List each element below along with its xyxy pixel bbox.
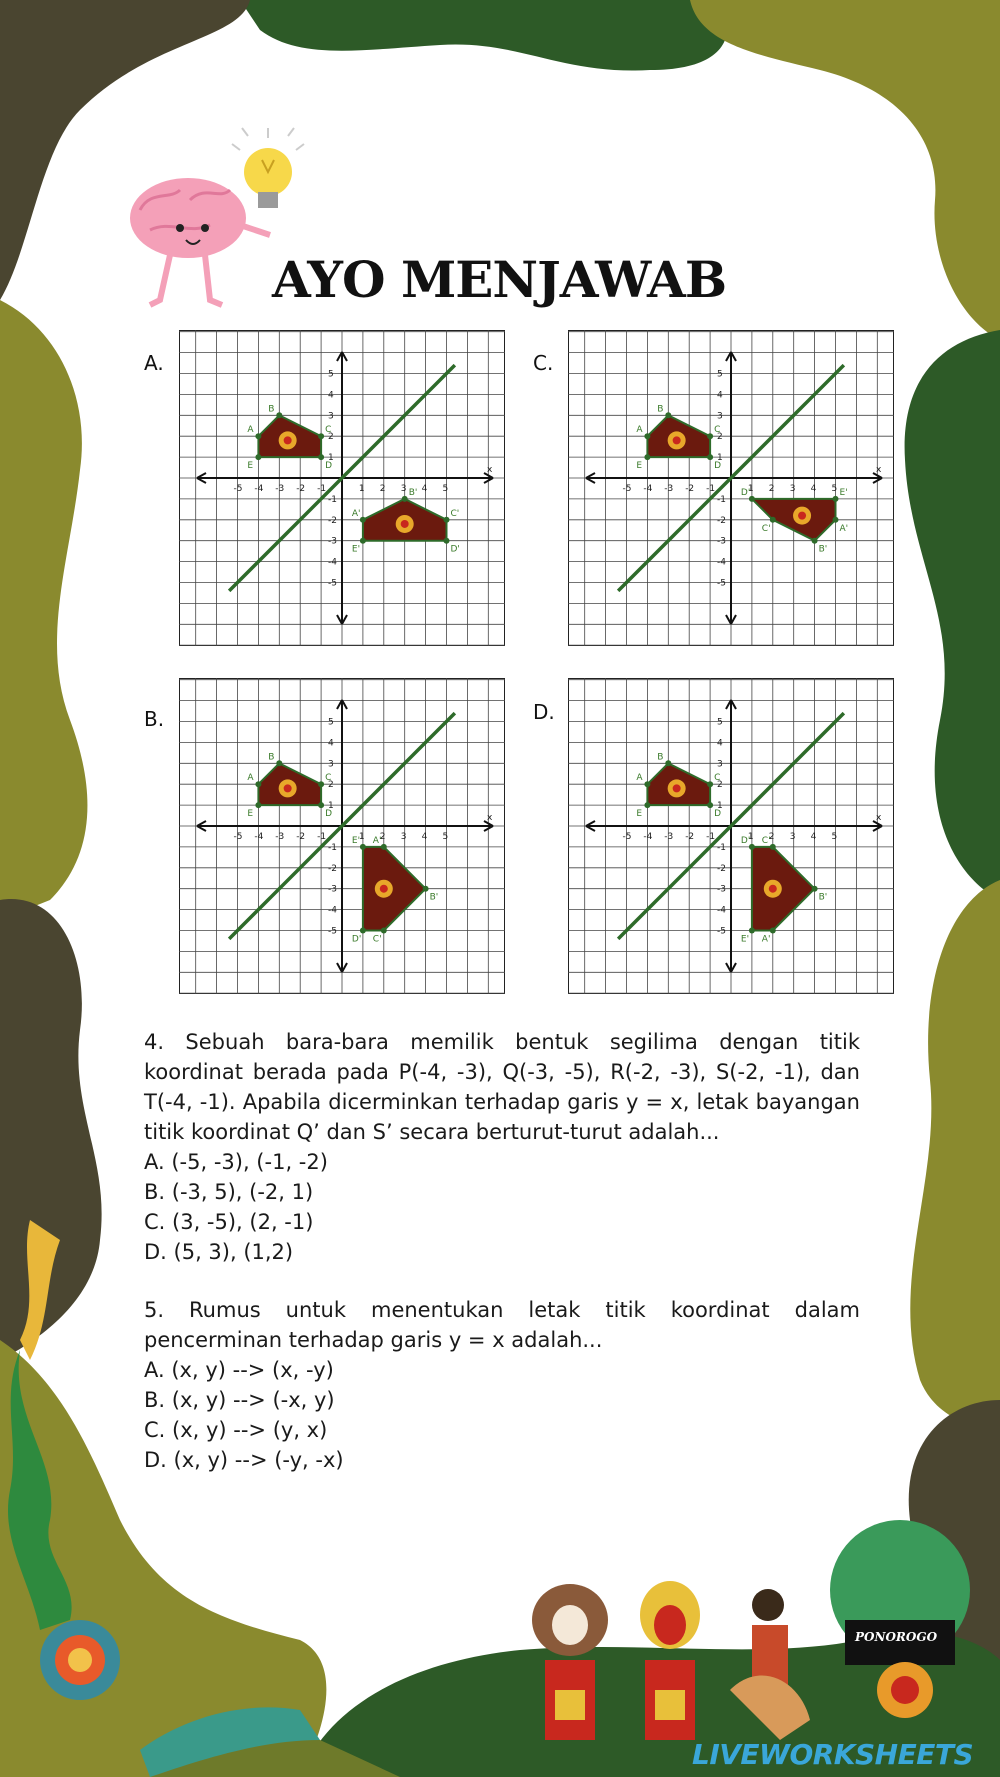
x-tick-label: -3 bbox=[664, 484, 674, 494]
vertex-label: E' bbox=[351, 544, 361, 555]
x-tick-label: 2 bbox=[379, 484, 386, 494]
y-tick-label: 4 bbox=[328, 390, 334, 401]
x-tick-label: 5 bbox=[831, 484, 838, 494]
y-tick-label: -3 bbox=[717, 884, 726, 895]
x-tick-label: 3 bbox=[789, 484, 796, 494]
vertex-Ap bbox=[360, 517, 366, 523]
y-tick-label: -1 bbox=[328, 494, 337, 505]
vertex-Ep bbox=[833, 496, 839, 502]
ponorogo-sign-text: PONOROGO bbox=[855, 1630, 938, 1644]
vertex-Ep bbox=[360, 844, 366, 850]
y-tick-label: -4 bbox=[328, 557, 337, 568]
vertex-B bbox=[276, 760, 282, 766]
x-tick-label: -5 bbox=[622, 832, 632, 842]
vertex-label: D bbox=[325, 461, 333, 472]
original-pentagon-ornament-center bbox=[284, 436, 292, 444]
y-tick-label: 5 bbox=[717, 369, 723, 380]
liveworksheets-logo[interactable]: LIVEWORKSHEETS bbox=[692, 1738, 974, 1771]
x-tick-label: 2 bbox=[379, 832, 386, 842]
x-tick-label: -5 bbox=[233, 832, 243, 842]
x-tick-label: -1 bbox=[706, 484, 716, 494]
x-tick-label: -4 bbox=[643, 832, 653, 842]
vertex-label: D' bbox=[740, 835, 751, 846]
vertex-A bbox=[255, 781, 261, 787]
x-tick-label: -4 bbox=[254, 832, 264, 842]
y-tick-label: -4 bbox=[717, 557, 726, 568]
x-tick-label: 4 bbox=[421, 484, 428, 494]
y-tick-label: -2 bbox=[717, 863, 726, 874]
image-pentagon-ornament-center bbox=[769, 885, 777, 893]
vertex-label: E bbox=[636, 461, 643, 472]
y-tick-label: -2 bbox=[328, 515, 337, 526]
vertex-E bbox=[644, 454, 650, 460]
vertex-B bbox=[276, 412, 282, 418]
vertex-label: E bbox=[247, 809, 254, 820]
y-tick-label: -2 bbox=[717, 515, 726, 526]
x-axis-label: x bbox=[876, 465, 882, 475]
vertex-Ap bbox=[833, 517, 839, 523]
vertex-label: B' bbox=[429, 892, 439, 903]
vertex-label: A bbox=[636, 425, 643, 436]
x-tick-label: 5 bbox=[442, 832, 449, 842]
dancers-illustration bbox=[532, 1581, 810, 1740]
y-tick-label: -3 bbox=[328, 536, 337, 547]
y-tick-label: -5 bbox=[328, 926, 337, 937]
x-tick-label: -2 bbox=[685, 484, 695, 494]
vertex-label: B bbox=[657, 752, 664, 763]
coordinate-grid bbox=[179, 678, 505, 994]
vertex-label: D' bbox=[740, 487, 751, 498]
y-tick-label: 3 bbox=[328, 759, 334, 770]
graph-option-c[interactable] bbox=[568, 330, 894, 650]
x-tick-label: 3 bbox=[400, 484, 407, 494]
y-tick-label: -1 bbox=[717, 494, 726, 505]
option-label-d: D. bbox=[533, 700, 555, 724]
vertex-E bbox=[255, 802, 261, 808]
x-tick-label: 4 bbox=[421, 832, 428, 842]
vertex-label: E' bbox=[740, 934, 750, 945]
y-tick-label: 4 bbox=[717, 738, 723, 749]
x-tick-label: -2 bbox=[296, 484, 306, 494]
y-tick-label: 2 bbox=[717, 780, 723, 791]
y-tick-label: -5 bbox=[717, 926, 726, 937]
vertex-label: C bbox=[325, 425, 332, 436]
x-axis-label: x bbox=[487, 813, 493, 823]
x-tick-label: -1 bbox=[706, 832, 716, 842]
y-tick-label: -2 bbox=[328, 863, 337, 874]
y-tick-label: 4 bbox=[717, 390, 723, 401]
x-tick-label: 2 bbox=[768, 832, 775, 842]
vertex-label: B bbox=[268, 752, 275, 763]
vertex-label: E bbox=[636, 809, 643, 820]
vertex-label: D bbox=[325, 809, 333, 820]
vertex-Bp bbox=[812, 538, 818, 544]
question-5-choice-d[interactable]: D. (x, y) --> (-y, -x) bbox=[144, 1448, 344, 1472]
vertex-label: A' bbox=[372, 835, 382, 846]
vertex-D bbox=[318, 802, 324, 808]
y-tick-label: 2 bbox=[328, 432, 334, 443]
vertex-Ep bbox=[360, 538, 366, 544]
option-label-b: B. bbox=[144, 707, 165, 731]
vertex-label: A bbox=[247, 425, 254, 436]
vertex-label: A bbox=[247, 773, 254, 784]
x-tick-label: -4 bbox=[254, 484, 264, 494]
x-tick-label: 1 bbox=[747, 832, 754, 842]
image-pentagon-ornament-center bbox=[401, 520, 409, 528]
vertex-C bbox=[707, 781, 713, 787]
vertex-label: D' bbox=[450, 544, 460, 555]
x-tick-label: -5 bbox=[233, 484, 243, 494]
vertex-label: C' bbox=[450, 508, 460, 519]
graph-option-d[interactable] bbox=[568, 678, 894, 998]
vertex-label: D bbox=[714, 461, 722, 472]
vertex-Cp bbox=[770, 844, 776, 850]
x-tick-label: -2 bbox=[685, 832, 695, 842]
vertex-C bbox=[318, 433, 324, 439]
question-5 bbox=[144, 1295, 860, 1475]
vertex-Dp bbox=[360, 928, 366, 934]
original-pentagon-ornament-center bbox=[673, 436, 681, 444]
vertex-label: B' bbox=[818, 892, 828, 903]
vertex-Bp bbox=[812, 886, 818, 892]
x-tick-label: -1 bbox=[317, 484, 327, 494]
vertex-label: B' bbox=[818, 544, 828, 555]
x-tick-label: -3 bbox=[275, 484, 285, 494]
vertex-C bbox=[707, 433, 713, 439]
original-pentagon-ornament-center bbox=[284, 784, 292, 792]
vertex-Cp bbox=[381, 928, 387, 934]
vertex-A bbox=[644, 781, 650, 787]
vertex-label: C bbox=[714, 425, 721, 436]
x-tick-label: 2 bbox=[768, 484, 775, 494]
x-tick-label: 1 bbox=[358, 484, 365, 494]
vertex-B bbox=[665, 412, 671, 418]
vertex-D bbox=[707, 454, 713, 460]
y-tick-label: 5 bbox=[717, 717, 723, 728]
graph-option-b[interactable] bbox=[179, 678, 505, 998]
vertex-Ep bbox=[749, 928, 755, 934]
image-pentagon-ornament-center bbox=[380, 885, 388, 893]
y-tick-label: -3 bbox=[328, 884, 337, 895]
vertex-Cp bbox=[770, 517, 776, 523]
y-tick-label: -1 bbox=[328, 842, 337, 853]
vertex-label: A' bbox=[839, 523, 849, 534]
y-tick-label: 3 bbox=[717, 411, 723, 422]
question-4-choice-a[interactable]: A. (-5, -3), (-1, -2) bbox=[144, 1150, 328, 1174]
vertex-label: C' bbox=[761, 523, 771, 534]
y-tick-label: -1 bbox=[717, 842, 726, 853]
vertex-Cp bbox=[444, 517, 450, 523]
x-axis-label: x bbox=[876, 813, 882, 823]
y-tick-label: 1 bbox=[717, 801, 723, 812]
coordinate-grid bbox=[568, 330, 894, 646]
image-pentagon-ornament-center bbox=[798, 512, 806, 520]
vertex-label: D bbox=[714, 809, 722, 820]
vertex-Bp bbox=[423, 886, 429, 892]
vertex-Dp bbox=[444, 538, 450, 544]
y-tick-label: 1 bbox=[717, 453, 723, 464]
x-tick-label: 5 bbox=[442, 484, 449, 494]
question-4-choice-d[interactable]: D. (5, 3), (1,2) bbox=[144, 1240, 294, 1264]
vertex-label: C bbox=[714, 773, 721, 784]
question-5-text: 5. Rumus untuk menentukan letak titik koordinat dalam pencerminan terhadap garis y = x adalah... bbox=[144, 1298, 860, 1352]
x-tick-label: 4 bbox=[810, 832, 817, 842]
vertex-D bbox=[318, 454, 324, 460]
vertex-Ap bbox=[770, 928, 776, 934]
option-label-a: A. bbox=[144, 351, 164, 375]
x-tick-label: -5 bbox=[622, 484, 632, 494]
vertex-label: B' bbox=[408, 487, 418, 498]
x-tick-label: -4 bbox=[643, 484, 653, 494]
vertex-label: D' bbox=[351, 934, 362, 945]
original-pentagon-ornament-center bbox=[673, 784, 681, 792]
y-tick-label: -4 bbox=[328, 905, 337, 916]
x-tick-label: -2 bbox=[296, 832, 306, 842]
page-title: AYO MENJAWAB bbox=[272, 250, 727, 309]
y-tick-label: 1 bbox=[328, 453, 334, 464]
y-tick-label: -5 bbox=[717, 578, 726, 589]
vertex-B bbox=[665, 760, 671, 766]
vertex-label: C' bbox=[372, 934, 382, 945]
y-tick-label: 3 bbox=[717, 759, 723, 770]
y-tick-label: -5 bbox=[328, 578, 337, 589]
vertex-label: B bbox=[657, 404, 664, 415]
graph-option-a[interactable] bbox=[179, 330, 505, 650]
vertex-A bbox=[255, 433, 261, 439]
x-tick-label: 3 bbox=[789, 832, 796, 842]
coordinate-grid bbox=[179, 330, 505, 646]
y-tick-label: 2 bbox=[328, 780, 334, 791]
vertex-label: A bbox=[636, 773, 643, 784]
question-5-choice-a[interactable]: A. (x, y) --> (x, -y) bbox=[144, 1358, 334, 1382]
vertex-D bbox=[707, 802, 713, 808]
y-tick-label: -3 bbox=[717, 536, 726, 547]
question-4-choice-c[interactable]: C. (3, -5), (2, -1) bbox=[144, 1210, 314, 1234]
x-tick-label: 5 bbox=[831, 832, 838, 842]
y-tick-label: 1 bbox=[328, 801, 334, 812]
y-tick-label: 3 bbox=[328, 411, 334, 422]
vertex-Ap bbox=[381, 844, 387, 850]
vertex-A bbox=[644, 433, 650, 439]
vertex-E bbox=[644, 802, 650, 808]
vertex-label: A' bbox=[351, 508, 361, 519]
x-axis-label: x bbox=[487, 465, 493, 475]
vertex-label: B bbox=[268, 404, 275, 415]
vertex-label: A' bbox=[761, 934, 771, 945]
x-tick-label: 4 bbox=[810, 484, 817, 494]
vertex-label: C' bbox=[761, 835, 771, 846]
question-5-choice-b[interactable]: B. (x, y) --> (-x, y) bbox=[144, 1388, 335, 1412]
x-tick-label: -3 bbox=[275, 832, 285, 842]
vertex-label: E bbox=[247, 461, 254, 472]
y-tick-label: -4 bbox=[717, 905, 726, 916]
coordinate-grid bbox=[568, 678, 894, 994]
x-tick-label: 3 bbox=[400, 832, 407, 842]
vertex-label: E' bbox=[351, 835, 361, 846]
x-tick-label: -1 bbox=[317, 832, 327, 842]
question-4 bbox=[144, 1027, 860, 1267]
y-tick-label: 2 bbox=[717, 432, 723, 443]
vertex-Bp bbox=[402, 496, 408, 502]
vertex-label: C bbox=[325, 773, 332, 784]
option-label-c: C. bbox=[533, 351, 554, 375]
vertex-C bbox=[318, 781, 324, 787]
question-4-text: 4. Sebuah bara-bara memilik bentuk segilima dengan titik koordinat berada pada P(-4, -3), Q(-3, -5), R(-2, -3), S(-2, -1), dan T(-4, -1). Apabila dicerminkan terhadap garis y = x, letak bayangan titik koordinat Q’ dan S’ secara berturut-turut adalah... bbox=[144, 1030, 860, 1144]
x-tick-label: 1 bbox=[358, 832, 365, 842]
x-tick-label: 1 bbox=[747, 484, 754, 494]
y-tick-label: 4 bbox=[328, 738, 334, 749]
y-tick-label: 5 bbox=[328, 717, 334, 728]
question-5-choice-c[interactable]: C. (x, y) --> (y, x) bbox=[144, 1418, 328, 1442]
x-tick-label: -3 bbox=[664, 832, 674, 842]
vertex-E bbox=[255, 454, 261, 460]
question-4-choice-b[interactable]: B. (-3, 5), (-2, 1) bbox=[144, 1180, 314, 1204]
vertex-label: E' bbox=[839, 487, 848, 498]
y-tick-label: 5 bbox=[328, 369, 334, 380]
